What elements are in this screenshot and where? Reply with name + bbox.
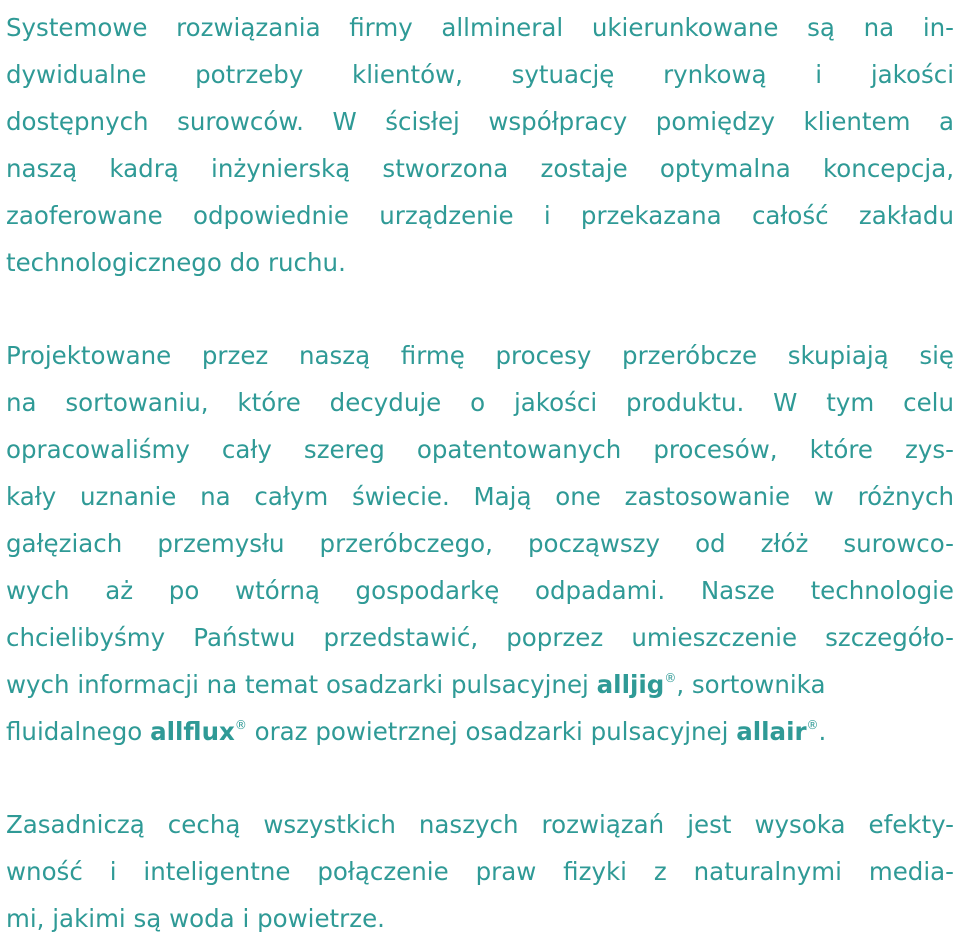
text-fragment: oraz powietrznej osadzarki pulsacyjnej [246,717,737,746]
paragraph-summary [6,801,954,942]
text-line: kały uznanie na całym świecie. Mają one zastosowanie w różnych [6,482,954,511]
text-line: dostępnych surowców. W ścisłej współpracy pomiędzy klientem a [6,107,954,136]
paragraph-processes [6,332,954,755]
text-fragment: . [818,717,827,746]
text-line-brand-allflux-allair [6,708,954,755]
registered-mark: ® [234,718,247,732]
text-line: technologicznego do ruchu. [6,248,346,277]
paragraph-intro [6,4,954,286]
brand-name-allflux: allflux [150,717,235,746]
registered-mark: ® [806,718,819,732]
registered-mark: ® [664,671,677,685]
text-line: Projektowane przez naszą firmę procesy przeróbcze skupiają się [6,341,954,370]
text-fragment: wych informacji na temat osadzarki pulsacyjnej [6,670,597,699]
text-line: zaoferowane odpowiednie urządzenie i przekazana całość zakładu [6,201,954,230]
text-line: naszą kadrą inżynierską stworzona zostaje optymalna koncepcja, [6,154,954,183]
text-line: Systemowe rozwiązania firmy allmineral ukierunkowane są na in- [6,13,954,42]
document-body [6,4,954,942]
text-line: wych aż po wtórną gospodarkę odpadami. Nasze technologie [6,576,954,605]
text-line: gałęziach przemysłu przeróbczego, począwszy od złóż surowco- [6,529,954,558]
text-line: dywidualne potrzeby klientów, sytuację rynkową i jakości [6,60,954,89]
text-line: chcielibyśmy Państwu przedstawić, poprzez umieszczenie szczegóło- [6,623,954,652]
brand-name-alljig: alljig [596,670,665,699]
text-line: mi, jakimi są woda i powietrze. [6,904,385,933]
text-fragment: , sortownika [676,670,826,699]
text-line-brand-alljig [6,661,954,708]
brand-name-allair: allair [736,717,807,746]
text-fragment: fluidalnego [6,717,151,746]
text-line: opracowaliśmy cały szereg opatentowanych procesów, które zys- [6,435,954,464]
text-line: na sortowaniu, które decyduje o jakości produktu. W tym celu [6,388,954,417]
text-line: wność i inteligentne połączenie praw fizyki z naturalnymi media- [6,857,954,886]
text-line: Zasadniczą cechą wszystkich naszych rozwiązań jest wysoka efekty- [6,810,954,839]
